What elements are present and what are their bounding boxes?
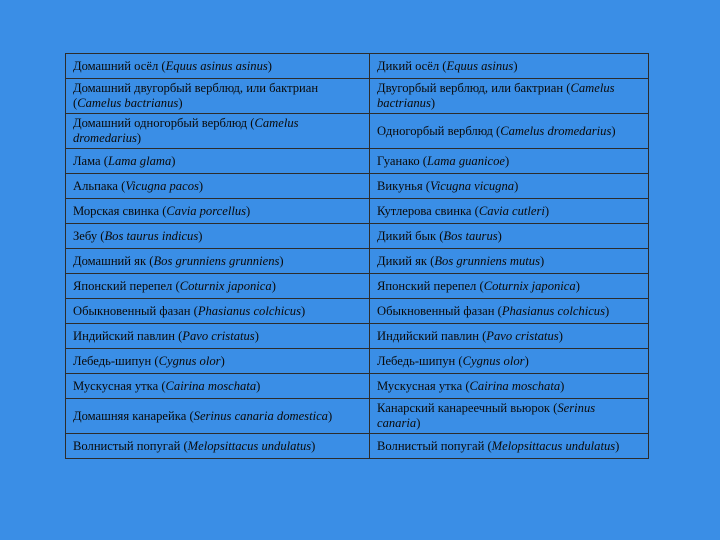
table-row [66, 54, 649, 79]
domestic-cell: Альпака (Vicugna pacos) [66, 174, 370, 199]
domestic-cell: Домашний двугорбый верблюд, или бактриан (Camelus bactrianus) [66, 79, 370, 114]
table-row [66, 114, 649, 149]
wild-cell: Одногорбый верблюд (Camelus dromedarius) [370, 114, 649, 149]
wild-cell: Обыкновенный фазан (Phasianus colchicus) [370, 299, 649, 324]
table-row [66, 224, 649, 249]
table-row [66, 274, 649, 299]
table-row [66, 174, 649, 199]
wild-cell: Двугорбый верблюд, или бактриан (Camelus bactrianus) [370, 79, 649, 114]
table-row [66, 374, 649, 399]
domestic-cell: Волнистый попугай (Melopsittacus undulatus) [66, 434, 370, 459]
domestic-cell: Обыкновенный фазан (Phasianus colchicus) [66, 299, 370, 324]
table-row [66, 399, 649, 434]
table-row [66, 324, 649, 349]
domestic-cell: Домашний одногорбый верблюд (Camelus dromedarius) [66, 114, 370, 149]
wild-cell: Дикий бык (Bos taurus) [370, 224, 649, 249]
table-row [66, 249, 649, 274]
domestic-cell: Лама (Lama glama) [66, 149, 370, 174]
domestic-cell: Домашний як (Bos grunniens grunniens) [66, 249, 370, 274]
wild-cell: Индийский павлин (Pavo cristatus) [370, 324, 649, 349]
domestic-cell: Морская свинка (Cavia porcellus) [66, 199, 370, 224]
wild-cell: Дикий як (Bos grunniens mutus) [370, 249, 649, 274]
wild-cell: Лебедь-шипун (Cygnus olor) [370, 349, 649, 374]
domestic-cell: Мускусная утка (Cairina moschata) [66, 374, 370, 399]
domestic-cell: Домашний осёл (Equus asinus asinus) [66, 54, 370, 79]
table-row [66, 149, 649, 174]
table-row [66, 199, 649, 224]
table-row [66, 79, 649, 114]
domestic-cell: Японский перепел (Coturnix japonica) [66, 274, 370, 299]
domestic-cell: Домашняя канарейка (Serinus canaria domestica) [66, 399, 370, 434]
wild-cell: Волнистый попугай (Melopsittacus undulatus) [370, 434, 649, 459]
wild-cell: Японский перепел (Coturnix japonica) [370, 274, 649, 299]
domestic-cell: Лебедь-шипун (Cygnus olor) [66, 349, 370, 374]
species-table [65, 53, 649, 459]
domestic-cell: Индийский павлин (Pavo cristatus) [66, 324, 370, 349]
table-row [66, 299, 649, 324]
table-row [66, 349, 649, 374]
wild-cell: Викунья (Vicugna vicugna) [370, 174, 649, 199]
domestic-cell: Зебу (Bos taurus indicus) [66, 224, 370, 249]
wild-cell: Мускусная утка (Cairina moschata) [370, 374, 649, 399]
wild-cell: Гуанако (Lama guanicoe) [370, 149, 649, 174]
wild-cell: Канарский канареечный вьюрок (Serinus canaria) [370, 399, 649, 434]
wild-cell: Кутлерова свинка (Cavia cutleri) [370, 199, 649, 224]
wild-cell: Дикий осёл (Equus asinus) [370, 54, 649, 79]
table-row [66, 434, 649, 459]
